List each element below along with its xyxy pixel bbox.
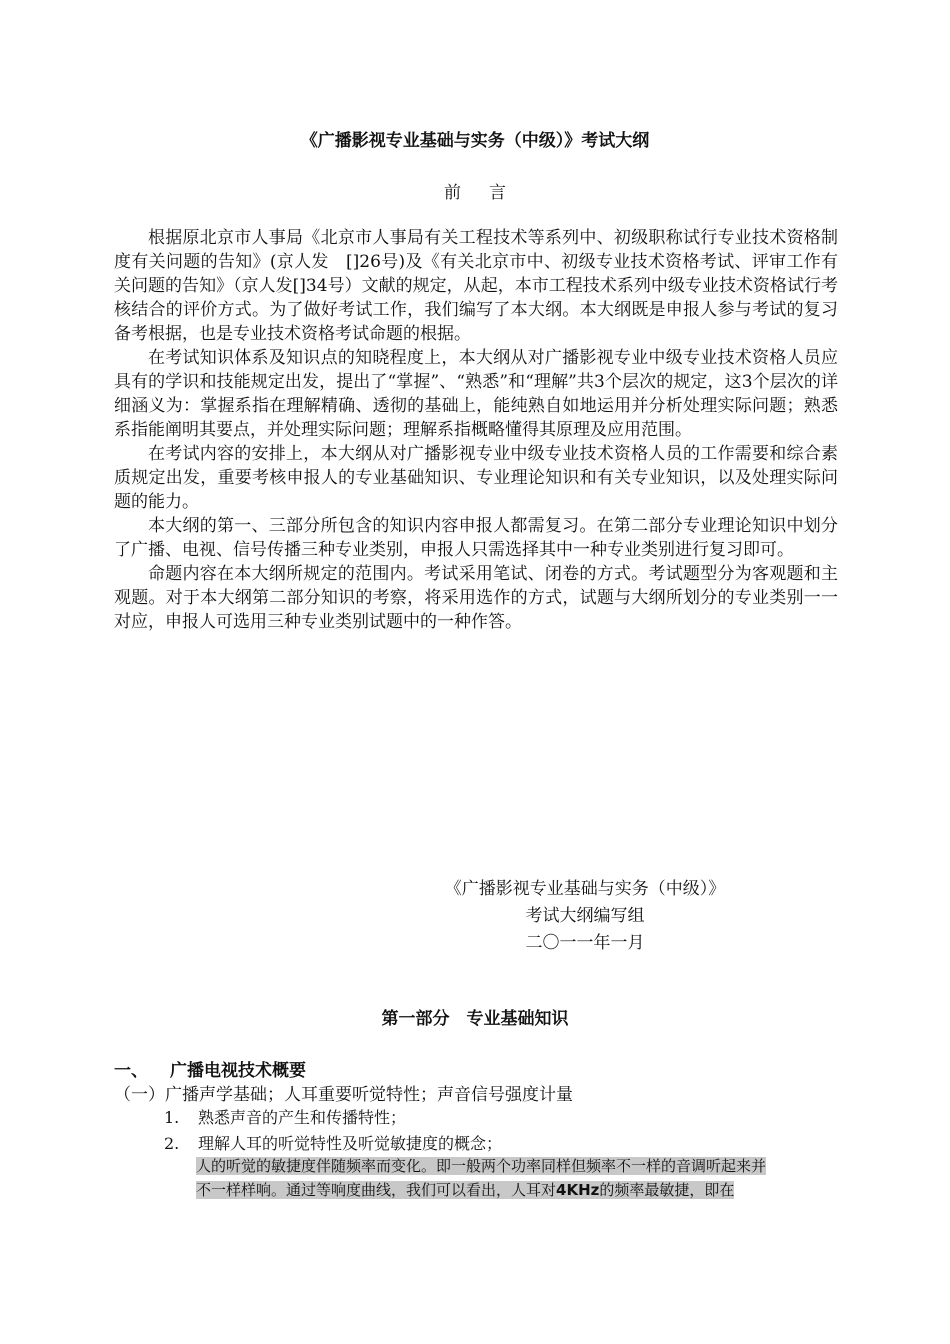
list-item-number: 2. — [164, 1134, 180, 1153]
highlighted-line: 人的听觉的敏捷度伴随频率而变化。即一般两个功率同样但频率不一样的音调听起来并 — [196, 1157, 767, 1175]
part-heading: 第一部分 专业基础知识 — [381, 1009, 569, 1029]
frequency-value: 4KHz — [556, 1181, 600, 1199]
paragraph: 在考试内容的安排上，本大纲从对广播影视专业中级专业技术资格人员的工作需要和综合素质规定出发，重要考核申报人的专业基础知识、专业理论知识和有关专业知识，以及处理实际问题的能力。 — [114, 444, 838, 512]
section-title: 广播电视技术概要 — [170, 1061, 306, 1081]
paragraph: 在考试知识体系及知识点的知晓程度上，本大纲从对广播影视专业中级专业技术资格人员应具有的学识和技能规定出发，提出了“掌握”、“熟悉”和“理解”共3个层次的规定，这3个层次的详细涵义为：掌握系指在理解精确、透彻的基础上，能纯熟自如地运用并分析处理实际问题；熟悉系指能阐明其要点，并处理实际问题；理解系指概略懂得其原理及应用范围。 — [114, 348, 838, 440]
list-item — [164, 1131, 502, 1154]
paragraph: 根据原北京市人事局《北京市人事局有关工程技术等系列中、初级职称试行专业技术资格制度有关问题的告知》(京人发 []26号)及《有关北京市中、初级专业技术资格考试、评审工作有关问题的告知》（京人发[]34号）文献的规定，从起，本市工程技术系列中级专业技术资格试行考核结合的评价方式。为了做好考试工作，我们编写了本大纲。本大纲既是申报人参与考试的复习备考根据，也是专业技术资格考试命题的根据。 — [114, 228, 838, 344]
paragraph: 命题内容在本大纲所规定的范围内。考试采用笔试、闭卷的方式。考试题型分为客观题和主观题。对于本大纲第二部分知识的考察，将采用选作的方式，试题与大纲所划分的专业类别一一对应，申报人可选用三种专业类别试题中的一种作答。 — [114, 564, 838, 632]
signature-book-title: 《广播影视专业基础与实务（中级）》 — [444, 879, 726, 899]
list-item-text: 熟悉声音的产生和传播特性； — [198, 1108, 407, 1127]
highlighted-line — [196, 1181, 734, 1199]
preface-heading: 前言 — [444, 183, 534, 203]
highlight-text: 不一样样响。通过等响度曲线，我们可以看出，人耳对 — [196, 1181, 557, 1199]
list-item-text: 理解人耳的听觉特性及听觉敏捷度的概念； — [198, 1134, 503, 1153]
list-item-number: 1. — [164, 1108, 180, 1127]
paragraph: 本大纲的第一、三部分所包含的知识内容申报人都需复习。在第二部分专业理论知识中划分了广播、电视、信号传播三种专业类别，申报人只需选择其中一种专业类别进行复习即可。 — [114, 516, 838, 560]
document-title: 《广播影视专业基础与实务（中级）》考试大纲 — [300, 131, 650, 151]
section-number: 一、 — [114, 1061, 148, 1081]
subsection-heading: （一）广播声学基础；人耳重要听觉特性；声音信号强度计量 — [114, 1085, 573, 1105]
signature-date: 二〇一一年一月 — [525, 933, 645, 953]
highlighted-note — [196, 1154, 800, 1202]
highlight-text: 的频率最敏捷，即在 — [599, 1181, 735, 1199]
section-heading — [114, 1056, 306, 1081]
signature-group: 考试大纲编写组 — [525, 906, 645, 926]
list-item — [164, 1105, 406, 1128]
preface-body — [114, 226, 838, 634]
